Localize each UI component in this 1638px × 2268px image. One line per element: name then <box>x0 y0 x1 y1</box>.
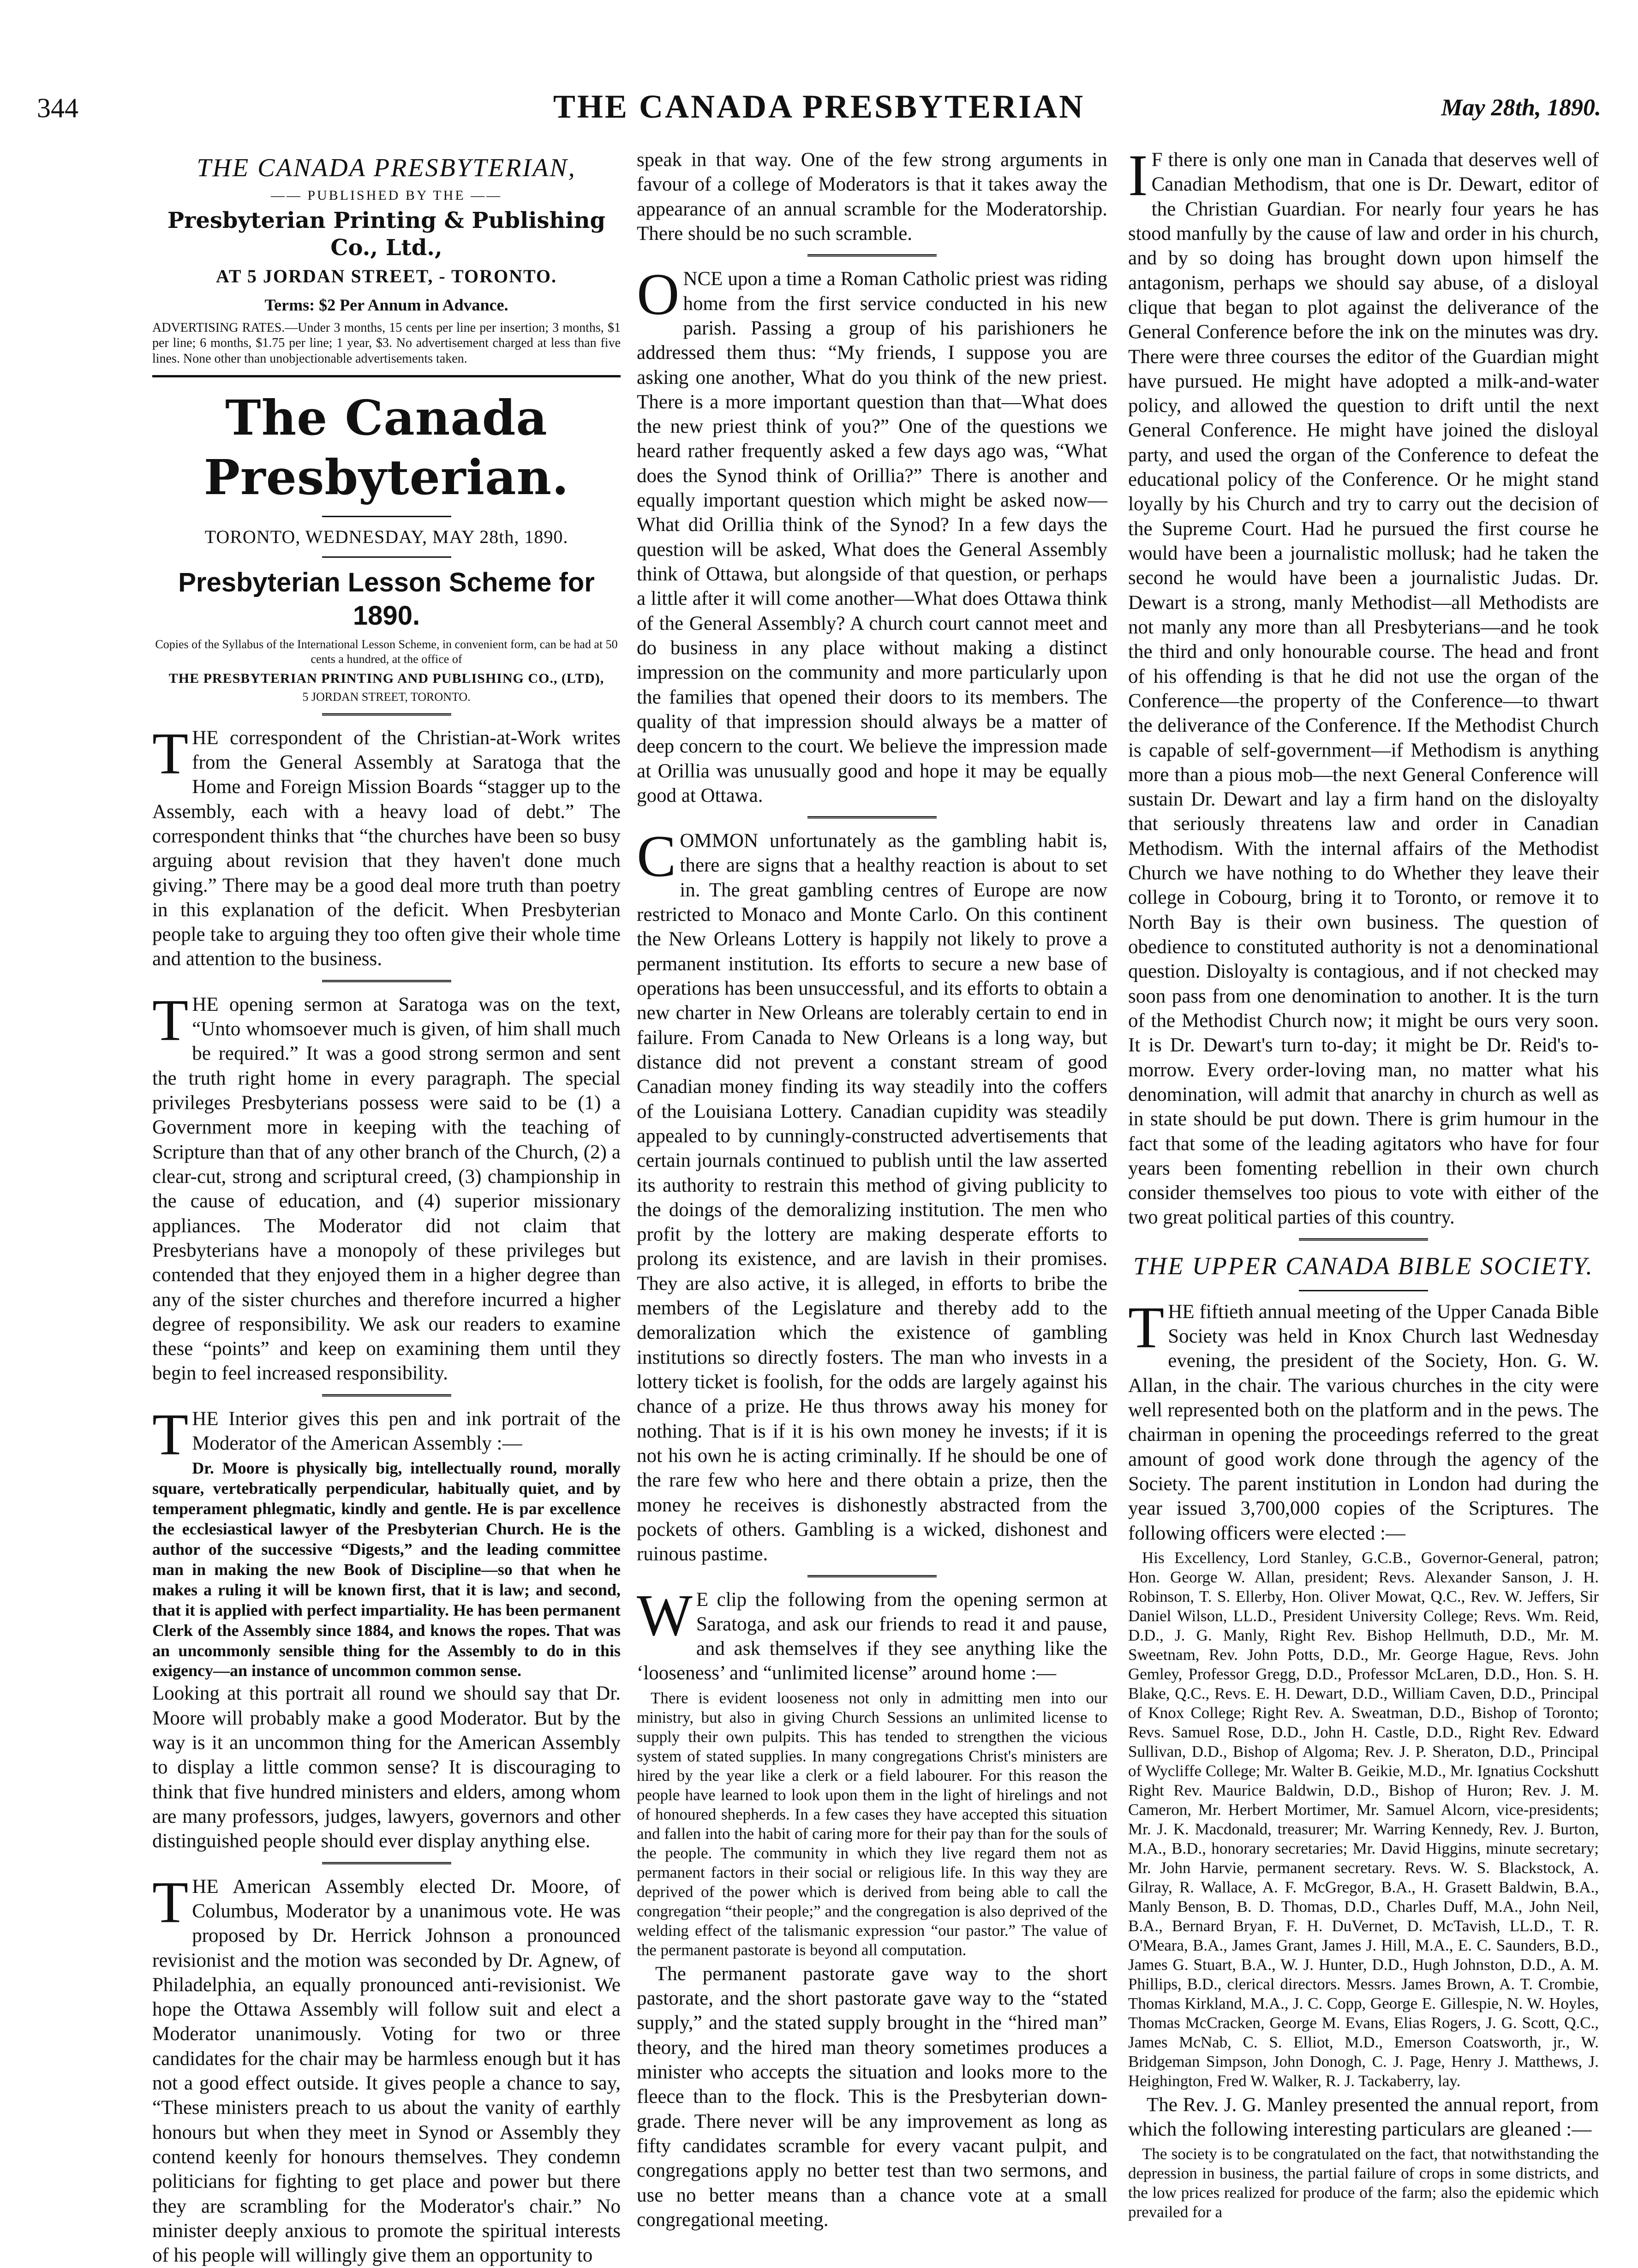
divider <box>1299 1290 1428 1291</box>
lesson-scheme-company: THE PRESBYTERIAN PRINTING AND PUBLISHING CO., (LTD), <box>168 670 604 686</box>
annual-report-quote: The society is to be congratulated on the fact, that notwithstanding the depression in business, the partial failure of crops in some districts, and the low prices realized for produce of the farm; also the epidemic which prevailed for a <box>1128 2145 1599 2221</box>
drop-cap: T <box>152 1869 189 1935</box>
article-paragraph: THE correspondent of the Christian-at-Work writes from the General Assembly at Saratoga that the Home and Foreign Mission Boards “stagger up to the Assembly, each with a heavy load of debt.” The correspondent thinks that “the churches have been so busy arguing about revision that they haven't done much giving.” There may be a good deal more truth than poetry in this explanation of the deficit. When Presbyterian people take to arguing they too often give their whole time and attention to the business. <box>152 720 621 970</box>
page-header <box>37 88 1601 134</box>
masthead-published-by: —— PUBLISHED BY THE —— <box>270 188 502 203</box>
section-heading: THE UPPER CANADA BIBLE SOCIETY. <box>1133 1252 1594 1280</box>
article-paragraph: THE American Assembly elected Dr. Moore, of Columbus, Moderator by a unanimous vote. He was proposed by Dr. Herrick Johnson a pronounced revisionist and the motion was seconded by Dr. Agnew, of Philadelphia, an equally pronounced anti-revisionist. We hope the Ottawa Assembly will follow suit and elect a Moderator unanimously. Voting for two or three candidates for the chair may be harmless enough but it has not a good effect outside. It gives people a chance to say, “These ministers preach to us about the vanity of earthly honours but when they meet in Synod or Assembly they contend keenly for honours themselves. They condemn politicians for fighting to get place and power but there they are scrambling for the Moderator's chair.” No minister deeply anxious to promote the spiritual interests of his people will willingly give them an opportunity to <box>152 1869 621 2267</box>
page-number: 344 <box>37 93 78 123</box>
masthead-terms: Terms: $2 Per Annum in Advance. <box>264 296 508 315</box>
divider <box>322 516 451 517</box>
drop-cap: T <box>152 1401 189 1467</box>
article-paragraph: THE Interior gives this pen and ink portrait of the Moderator of the American Assembly :— <box>152 1401 621 1467</box>
drop-cap: O <box>637 262 680 328</box>
drop-cap: W <box>637 1582 693 1648</box>
divider <box>807 254 937 258</box>
divider <box>322 556 451 558</box>
nameplate: The Canada Presbyterian. <box>203 389 569 506</box>
quoted-portrait: Dr. Moore is physically big, intellectually round, morally square, vertebratically perpendicular, habitually quiet, and by temperament phlegmatic, kindly and gentle. He is par excellence the ecclesiastical lawyer of the Presbyterian Church. He is the author of the successive “Digests,” and the leading committee man in making the new Book of Discipline—so that when he makes a ruling it will be known first, that it is law; and second, that it is applied with perfect impartiality. He has been permanent Clerk of the Assembly since 1884, and knows the ropes. That was an uncommonly sensible thing for the Assembly to do in this exigency—an instance of uncommon common sense. <box>152 1459 621 1680</box>
divider <box>807 1575 937 1579</box>
divider <box>807 816 937 820</box>
divider <box>322 1394 451 1398</box>
masthead-company: Presbyterian Printing & Publishing Co., Ltd., <box>167 207 606 261</box>
article-paragraph: Looking at this portrait all round we should say that Dr. Moore will probably make a good Moderator. But by the way is it an uncommon thing for the American Assembly to display a little common sense? It is discouraging to think that five hundred ministers and elders, among whom are many professors, judges, lawyers, governors and other distinguished people should ever display anything else. <box>152 1683 621 1852</box>
article-paragraph: THE fiftieth annual meeting of the Upper Canada Bible Society was held in Knox Church last Wednesday evening, the president of the Society, Hon. G. W. Allan, in the chair. The various churches in the city were well represented both on the platform and in the pews. The chairman in opening the proceedings referred to the great amount of good work done through the agency of the Society. The parent institution in London had during the year issued 3,700,000 copies of the Scriptures. The following officers were elected :— <box>1128 1294 1599 1544</box>
drop-cap: T <box>152 987 189 1053</box>
article-paragraph: W E clip the following from the opening sermon at Saratoga, and ask our friends to read it and pause, and ask themselves if they see anything like the ‘looseness’ and “unlimited license” around home :— <box>637 1582 1107 1684</box>
drop-cap: T <box>1128 1294 1165 1360</box>
running-date: May 28th, 1890. <box>1441 95 1601 121</box>
divider <box>152 375 621 377</box>
advertising-rates: ADVERTISING RATES.—Under 3 months, 15 cents per line per insertion; 3 months, $1 per line; 6 months, $1.75 per line; 1 year, $3. No advertisement charged at less than five lines. None other than unobjectionable advertisements taken. <box>152 320 621 366</box>
issue-date: TORONTO, WEDNESDAY, MAY 28th, 1890. <box>204 526 568 547</box>
drop-cap: I <box>1128 143 1148 208</box>
column-2 <box>637 148 1107 2231</box>
article-paragraph: The permanent pastorate gave way to the short pastorate, and the short pastorate gave way to the “stated supply,” and the stated supply brought in the “hired man” theory, and the hired man theory sometimes produces a minister who accepts the situation and looks more to the fleece than to the flock. This is the Presbyterian down-grade. There never will be any improvement as long as fifty candidates scramble for every vacant pulpit, and congregations apply no better test than two sermons, and use no better means than a chance vote at a small congregational meeting. <box>637 1963 1107 2231</box>
masthead-address: AT 5 JORDAN STREET, - TORONTO. <box>215 265 557 286</box>
article-paragraph: THE opening sermon at Saratoga was on the text, “Unto whomsoever much is given, of him shall much be required.” It was a good strong sermon and sent the truth right home in every paragraph. The special privileges Presbyterians possess were said to be (1) a Government more in keeping with the teaching of Scripture than that of any other branch of the Church, (2) a clear-cut, strong and scriptural creed, (3) championship in the cause of education, and (4) superior missionary appliances. The Moderator did not claim that Presbyterians have a monopoly of these privileges but contended that they enjoyed them in a higher degree than any of the sister churches and therefore incurred a higher degree of responsibility. We ask our readers to examine these “points” and keep on examining them until they begin to feel increased responsibility. <box>152 987 621 1385</box>
divider <box>322 980 451 984</box>
article-paragraph: I F there is only one man in Canada that deserves well of Canadian Methodism, that one is Dr. Dewart, editor of the Christian Guardian. For nearly four years he has stood manfully by the cause of law and order in his church, and by so doing has brought down upon himself the antagonism, perhaps we should say abuse, of a disloyal clique that began to plot against the deliverance of the General Conference before the ink on the minutes was dry. There were three courses the editor of the Guardian might have pursued. He might have adopted a milk-and-water policy, and allowed the question to drift until the next General Conference. He might have joined the disloyal party, and used the organ of the Conference to defeat the educational policy of the Conference. Or he might stand loyally by his Church and try to carry out the decision of the Supreme Court. Had he pursued the first course he would have been a journalistic mollusk; had he taken the second he would have been a journalistic Judas. Dr. Dewart is a strong, manly Methodist—all Methodists are not manly any more than all Presbyterians—and he took the third and only honourable course. The head and front of his offending is that he did not use the organ of the Conference—the property of the Conference—to thwart the deliverance of the Conference. If the Methodist Church is capable of self-government—if Methodism is anything more than a pious mob—the next General Conference will sustain Dr. Dewart and lay a firm hand on the disloyalty that seriously threatens law and order in Canadian Methodism. With the internal affairs of the Methodist Church we have nothing to do Whether they leave their college in Cobourg, bring it to Toronto, or remove it to North Bay is their own business. The question of obedience to constituted authority is not a denominational question. Disloyalty is contagious, and if not checked may soon pass from one denomination to another. It is the turn of the Methodist Church now; it might be ours very soon. It is Dr. Dewart's turn to-day; it might be Dr. Reid's to-morrow. Every order-loving man, no matter what his denomination, will admit that anarchy in church as well as in state should be put down. There is grim humour in the fact that some of the leading agitators who have for four years been fomenting rebellion in their own church consider themselves too pious to vote with either of the two great political parties of this country. <box>1128 143 1599 1229</box>
lesson-scheme-address: 5 JORDAN STREET, TORONTO. <box>302 690 471 704</box>
divider <box>322 1862 451 1866</box>
drop-cap: C <box>637 824 676 889</box>
article-paragraph: COMMON unfortunately as the gambling habit is, there are signs that a healthy reaction is about to set in. The great gambling centres of Europe are now restricted to Monaco and Monte Carlo. On this continent the New Orleans Lottery is happily not likely to prove a permanent institution. Its efforts to secure a new base of operations has been unsuccessful, and its efforts to obtain a new charter in New Orleans are tolerably certain to end in failure. From Canada to New Orleans is a long way, but distance did not prevent a constant stream of good Canadian money finding its way steadily into the coffers of the Louisiana Lottery. Canadian cupidity was steadily appealed to by cunningly-constructed advertisements that certain journals continued to publish until the law asserted its authority to restrain this method of giving publicity to the doings of the demoralizing institution. The men who profit by the lottery are making desperate efforts to prolong its existence, and are lavish in their promises. They are also active, it is alleged, in efforts to bribe the members of the Legislature and thereby add to the demoralization which the existence of gambling institutions so directly fosters. The man who invests in a lottery ticket is foolish, for the odds are largely against his chance of a prize. He thus throws away his money for nothing. That is if it is his own money he invests; if it is not his own he is acting criminally. If he should be one of the rare few who here and there obtain a prize, then the money he receives is dishonestly abstracted from the pockets of others. Gambling is a wicked, dishonest and ruinous pastime. <box>637 824 1107 1565</box>
divider <box>322 713 451 717</box>
column-1 <box>152 148 621 2267</box>
quoted-sermon: There is evident looseness not only in admitting men into our ministry, but also in giving Church Sessions an unlimited license to supply their own pulpits. This has tended to strengthen the vicious system of stated supplies. In many congregations Christ's ministers are hired by the year like a clerk or a field labourer. For this reason the people have learned to look upon them in the light of hirelings and not of honoured shepherds. In a few cases they have accepted this situation and fallen into the habit of caring more for their pay than for the souls of the people. The community in which they live regard them not as permanent factors in their social or religious life. In this way they are deprived of the power which is derived from being able to call the congregation “their people;” and the congregation is also deprived of the welding effect of the talismanic expression “our pastor.” The value of the permanent pastorate is beyond all computation. <box>637 1689 1107 1959</box>
officers-list: His Excellency, Lord Stanley, G.C.B., Governor-General, patron; Hon. George W. Allan, president; Revs. Alexander Sanson, J. H. Robinson, T. S. Ellerby, Hon. Oliver Mowat, Q.C., Rev. W. Jeffers, Sir Daniel Wilson, LL.D., President University College; Revs. Wm. Reid, D.D., J. G. Manly, Right Rev. Bishop Hellmuth, D.D., Mr. M. Sweetnam, Rev. John Potts, D.D., Mr. George Hague, Revs. John Gemley, Professor Gregg, D.D., Professor McLaren, D.D., Hon. S. H. Blake, Q.C., Revs. E. H. Dewart, D.D., William Caven, D.D., Principal of Knox College; Right Rev. A. Sweatman, D.D., Bishop of Toronto; Revs. Samuel Rose, D.D., John H. Castle, D.D., Right Rev. Edward Sullivan, D.D., Bishop of Algoma; Rev. J. P. Sheraton, D.D., Principal of Wycliffe College; Mr. Walter B. Geikie, M.D., Mr. Ignatius Cockshutt Right Rev. Maurice Baldwin, D.D., Bishop of Huron; Rev. J. M. Cameron, Mr. Herbert Mortimer, Mr. Samuel Alcorn, vice-presidents; Mr. J. K. Macdonald, treasurer; Mr. Warring Kennedy, Rev. J. Burton, M.A., B.D., honorary secretaries; Mr. David Higgins, minute secretary; Mr. John Harvie, permanent secretary. Revs. W. S. Blackstock, A. Gilray, R. Wallace, A. F. McGregor, B.A., H. Grasett Baldwin, B.A., Manly Benson, B. D. Thomas, D.D., Charles Duff, M.A., John Neil, B.A., Bernard Bryan, F. H. DuVernet, D. McTavish, LL.D., T. R. O'Meara, B.A., James Grant, James J. Hill, M.A., E. C. Saunders, B.D., James G. Stuart, B.A., W. J. Hunter, D.D., Hugh Johnston, D.D., A. M. Phillips, B.D., clerical directors. Messrs. James Brown, A. T. Crombie, Thomas Kirkland, M.A., J. C. Copp, George E. Gillespie, N. W. Hoyles, Thomas McCracken, George M. Evans, Elias Rogers, J. G. Scott, Q.C., James McNab, C. S. Elliot, M.D., Emerson Coatsworth, jr., W. Bridgeman Simpson, John Donogh, C. J. Page, Henry J. Matthews, J. Heighington, Fred W. Walker, R. J. Tackaberry, lay. <box>1128 1548 1599 2090</box>
drop-cap: T <box>152 720 189 786</box>
divider <box>1299 1238 1428 1242</box>
article-continuation: speak in that way. One of the few strong arguments in favour of a college of Moderators is that it takes away the appearance of an annual scramble for the Moderatorship. There should be no such scramble. <box>637 149 1107 245</box>
masthead-title: THE CANADA PRESBYTERIAN, <box>197 154 576 182</box>
lesson-scheme-title: Presbyterian Lesson Scheme for 1890. <box>178 567 595 631</box>
article-paragraph: The Rev. J. G. Manley presented the annual report, from which the following interesting particulars are gleaned :— <box>1128 2094 1599 2141</box>
lesson-scheme-note: Copies of the Syllabus of the International Lesson Scheme, in convenient form, can be had at 50 cents a hundred, at the office of <box>155 637 618 666</box>
column-3 <box>1128 143 1599 2221</box>
running-title: THE CANADA PRESBYTERIAN <box>553 88 1085 125</box>
article-paragraph: ONCE upon a time a Roman Catholic priest was riding home from the first service conducted in his new parish. Passing a group of his parishioners he addressed them thus: “My friends, I suppose you are asking one another, What do you think of the new priest. There is a more important question than that—What does the new priest think of you?” One of the questions we heard rather frequently asked a few days ago was, “What does the Synod think of Orillia?” There is another and equally important question which might be asked now—What did Orillia think of the Synod? In a few days the question will be asked, What does the General Assembly think of Ottawa, but alongside of that question, or perhaps a little after it will come another—What does Ottawa think of the General Assembly? A church court cannot meet and do business in any place without making a distinct impression on the community and more particularly upon the families that opened their doors to its members. The quality of that impression should always be a matter of deep concern to the court. We believe the impression made at Orillia was unusually good and hope it may be equally good at Ottawa. <box>637 262 1107 806</box>
